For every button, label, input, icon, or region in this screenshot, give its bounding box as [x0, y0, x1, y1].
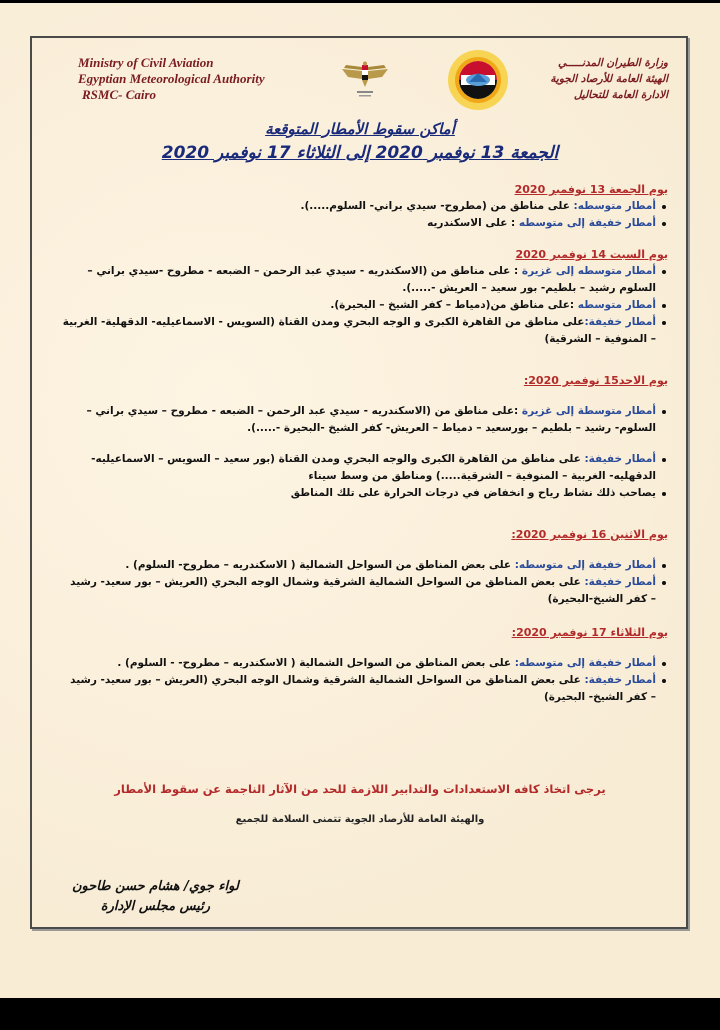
- day-section: [62, 526, 668, 608]
- forecast-item: [62, 451, 656, 485]
- forecast-item: [62, 215, 656, 232]
- day-section: [62, 372, 668, 437]
- forecast-text: على مناطق من القاهرة الكبرى والوجه البحري ومدن القناة (بور سعيد – السويس – الاسماعيليه- الدقهليه- الغربية – المنوفية – الشرقية.....) ومناطق من وسط سيناء: [91, 453, 656, 482]
- day-heading: يوم السبت 14 نوفمبر 2020: [515, 248, 668, 261]
- ema-sun-logo-icon: [447, 49, 509, 111]
- forecast-text: :على مناطق من(دمياط – كفر الشيخ – البحيرة).: [330, 299, 578, 311]
- forecast-text: يصاحب ذلك نشاط رياح و انخفاض في درجات الحرارة على تلك المناطق: [290, 487, 656, 499]
- safety-wish: والهيئة العامة للأرصاد الجوية تتمنى السلامة للجميع: [235, 814, 485, 825]
- forecast-text: على بعض المناطق من السواحل الشمالية ( الاسكندريه – مطروح- - السلوم) .: [117, 657, 515, 669]
- forecast-text: : على مناطق من (الاسكندريه - سيدي عبد الرحمن – الضبعه - مطروح -سيدي براني – السلوم رشيد – بلطيم- بور سعيد – العريش -.....).: [87, 265, 656, 294]
- document-date-range: الجمعة 13 نوفمبر 2020 إلى الثلاثاء 17 نوفمبر 2020: [161, 143, 559, 163]
- rain-intensity-label: أمطار خفيفة إلى متوسطه:: [514, 559, 656, 571]
- en-header-line: Ministry of Civil Aviation: [78, 55, 214, 70]
- forecast-text: :على مناطق من (الاسكندريه - سيدي عبد الرحمن – الضبعه - مطروح – سيدي براني – السلوم- رشيد – بلطيم – بورسعيد – دمياط – العريش- كفر الشيخ -البحيرة -.....).: [86, 405, 656, 434]
- forecast-text: على بعض المناطق من السواحل الشمالية ( الاسكندريه – مطروح- السلوم) .: [125, 559, 515, 571]
- day-heading: يوم الاحد15 نوفمبر 2020:: [523, 374, 668, 387]
- forecast-text: على بعض المناطق من السواحل الشمالية الشرقية وشمال الوجه البحري (العريش – بور سعيد- رشيد – كفر الشيخ- البحيرة): [70, 674, 656, 703]
- day-heading: يوم الثلاثاء 17 نوفمبر 2020:: [511, 626, 668, 639]
- day-section-continued: [62, 451, 668, 502]
- rain-intensity-label: أمطار خفيفة إلى متوسطه:: [514, 657, 656, 669]
- forecast-item: [62, 672, 656, 706]
- document-title: أماكن سقوط الأمطار المتوقعة: [265, 120, 455, 138]
- rain-intensity-label: أمطار متوسطه إلى غزيرة: [521, 265, 656, 277]
- day-section: [62, 181, 668, 232]
- ar-header-line: الادارة العامة للتحاليل: [573, 89, 668, 101]
- forecast-text: على مناطق من (مطروح- سيدي براني- السلوم.....).: [300, 200, 574, 212]
- day-section: [62, 246, 668, 348]
- signature-block: [72, 877, 239, 917]
- forecast-item: [62, 485, 656, 502]
- forecast-item: [62, 403, 656, 437]
- forecast-item: [62, 557, 656, 574]
- day-heading: يوم الاثنين 16 نوفمبر 2020:: [511, 528, 668, 541]
- forecast-item: [62, 574, 656, 608]
- day-heading: يوم الجمعة 13 نوفمبر 2020: [514, 183, 668, 196]
- arabic-header: [550, 55, 668, 103]
- rain-intensity-label: أمطار خفيفة:: [584, 316, 656, 328]
- forecast-item: [62, 263, 656, 297]
- signatory-name: لواء جوي/ هشام حسن طاحون: [72, 879, 239, 894]
- wings-emblem-icon: [340, 61, 390, 101]
- rain-intensity-label: أمطار خفيفة:: [584, 576, 656, 588]
- forecast-content: [62, 181, 668, 706]
- rain-intensity-label: أمطار متوسطه: [577, 299, 656, 311]
- rain-intensity-label: أمطار خفيفة:: [584, 674, 656, 686]
- rain-intensity-label: أمطار خفيفة إلى متوسطه: [518, 217, 656, 229]
- precaution-warning: يرجى اتخاذ كافه الاستعدادات والتدابير اللازمة للحد من الآثار الناجمة عن سقوط الأمطار: [114, 782, 606, 796]
- forecast-item: [62, 297, 656, 314]
- ar-header-line: الهيئة العامة للأرصاد الجوية: [550, 73, 668, 85]
- forecast-text: على مناطق من القاهرة الكبرى و الوجه البحري ومدن القناة (السويس - الاسماعيليه- الدقهلية- الغربية – المنوفية – الشرقية): [62, 316, 656, 345]
- english-header: [78, 55, 265, 103]
- forecast-text: على بعض المناطق من السواحل الشمالية الشرقية وشمال الوجه البحري (العريش – بور سعيد- رشيد – كفر الشيخ-البحيرة): [70, 576, 656, 605]
- rain-intensity-label: أمطار متوسطه:: [573, 200, 656, 212]
- forecast-item: [62, 314, 656, 348]
- ar-header-line: وزارة الطيران المدنـــــي: [557, 57, 668, 69]
- rain-intensity-label: أمطار خفيفة:: [584, 453, 656, 465]
- en-header-line: RSMC- Cairo: [82, 87, 157, 102]
- forecast-item: [62, 198, 656, 215]
- en-header-line: Egyptian Meteorological Authority: [78, 71, 265, 86]
- signatory-position: رئيس مجلس الإدارة: [100, 899, 210, 914]
- rain-intensity-label: أمطار متوسطة إلى غزيرة: [521, 405, 656, 417]
- document-page: [0, 3, 720, 998]
- day-section: [62, 624, 668, 706]
- forecast-text: : على الاسكندريه: [427, 217, 519, 229]
- forecast-item: [62, 655, 656, 672]
